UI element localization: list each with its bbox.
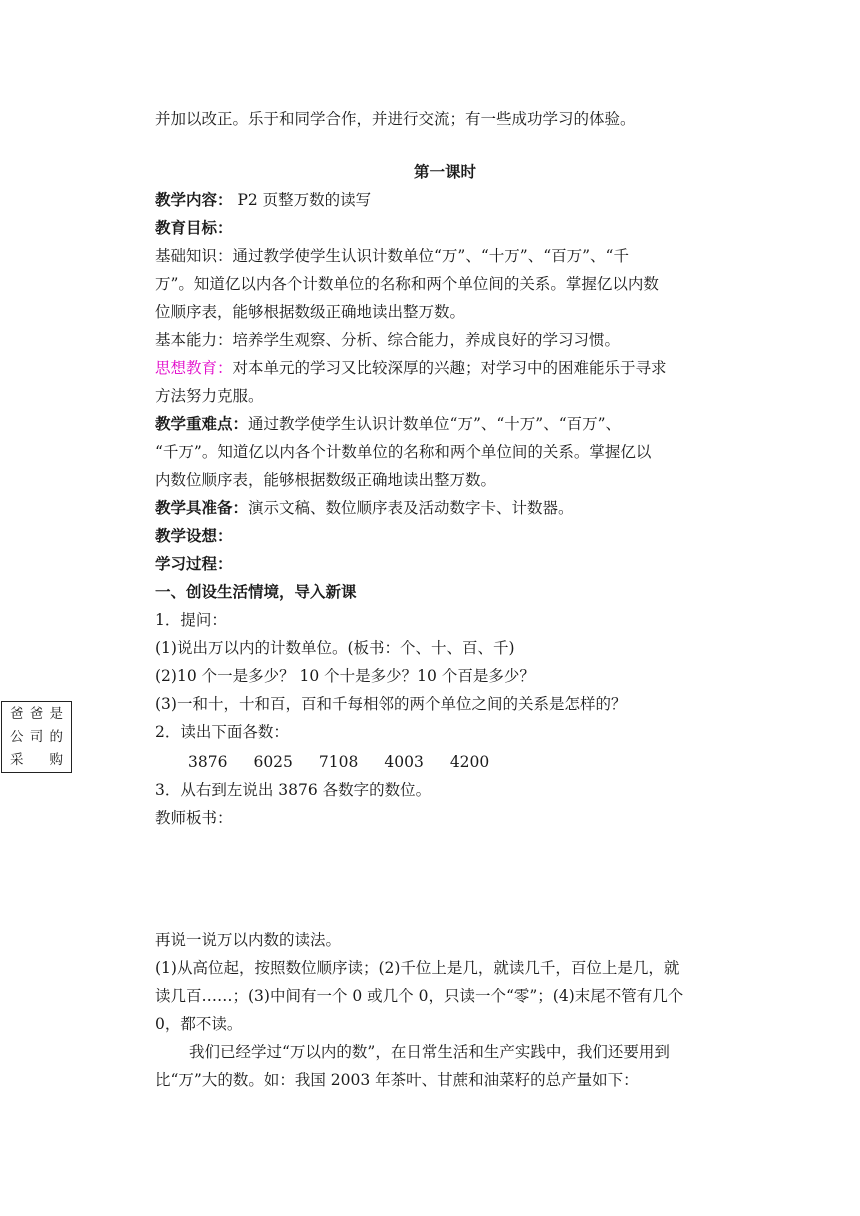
question-1: (1)说出万以内的计数单位。(板书：个、十、百、千) — [155, 639, 515, 657]
key-points-line-3: 内数位顺序表，能够根据数级正确地读出整万数。 — [155, 471, 497, 489]
side-box-line: 采 购 — [10, 752, 63, 768]
moral-line-2: 方法努力克服。 — [155, 387, 264, 405]
number-item: 4003 — [384, 753, 424, 771]
key-points-line-2: “千万”。知道亿以内各个计数单位的名称和两个单位间的关系。掌握亿以 — [155, 443, 652, 461]
number-item: 4200 — [449, 753, 490, 771]
lesson-title: 第一课时 — [413, 162, 476, 181]
numbers-row — [188, 748, 768, 776]
basic-ability-line: 基本能力：培养学生观察、分析、综合能力，养成良好的学习习惯。 — [155, 331, 621, 349]
intro-line: 并加以改正。乐于和同学合作，并进行交流；有一些成功学习的体验。 — [155, 110, 636, 128]
step3-line: 3．从右到左说出 3876 各数字的数位。 — [155, 781, 432, 799]
basic-knowledge-line-3: 位顺序表，能够根据数级正确地读出整万数。 — [155, 303, 466, 321]
design-label: 教学设想： — [155, 526, 233, 545]
moral-text-1: 对本单元的学习又比较深厚的兴趣；对学习中的困难能乐于寻求 — [232, 359, 667, 377]
key-points-line-1 — [155, 410, 735, 438]
reading-intro: 再说一说万以内数的读法。 — [155, 931, 342, 949]
key-points-text-1: 通过教学使学生认识计数单位“万”、“十万”、“百万”、 — [248, 415, 622, 433]
reading-rule-line-1: (1)从高位起，按照数位顺序读；(2)千位上是几，就读几千，百位上是几，就 — [155, 959, 680, 977]
section1-title: 一、创设生活情境，导入新课 — [155, 582, 357, 601]
number-item: 3876 — [188, 753, 228, 771]
number-item: 6025 — [253, 753, 293, 771]
moral-label: 思想教育： — [155, 359, 233, 377]
content-line — [155, 186, 735, 214]
reading-rule-line-3: 0，都不读。 — [155, 1015, 243, 1033]
side-box-line: 公司的 — [10, 729, 63, 745]
paragraph-line-1: 我们已经学过“万以内的数”，在日常生活和生产实践中，我们还要用到 — [189, 1043, 670, 1061]
side-box-line: 爸爸是 — [10, 706, 63, 722]
goals-label: 教育目标： — [155, 218, 233, 237]
reading-rule-line-2: 读几百……；(3)中间有一个 0 或几个 0，只读一个“零”；(4)末尾不管有几个 — [155, 987, 684, 1005]
moral-line-1 — [155, 354, 735, 382]
process-label: 学习过程： — [155, 554, 233, 573]
materials-label: 教学具准备： — [155, 498, 249, 517]
step2-line: 2．读出下面各数： — [155, 723, 289, 741]
content-text: P2 页整万数的读写 — [232, 191, 372, 209]
board-label: 教师板书： — [155, 809, 233, 827]
paragraph-line-2: 比“万”大的数。如：我国 2003 年茶叶、甘蔗和油菜籽的总产量如下： — [155, 1071, 639, 1089]
side-text-box — [1, 701, 72, 773]
basic-knowledge-line-2: 万”。知道亿以内各个计数单位的名称和两个单位间的关系。掌握亿以内数 — [155, 275, 659, 293]
number-item: 7108 — [318, 753, 359, 771]
question-3: (3)一和十，十和百，百和千每相邻的两个单位之间的关系是怎样的？ — [155, 695, 627, 713]
materials-line — [155, 494, 735, 522]
question-2: (2)10 个一是多少？ 10 个十是多少？10 个百是多少？ — [155, 667, 535, 685]
content-label: 教学内容： — [155, 190, 233, 209]
key-points-label: 教学重难点： — [155, 414, 249, 433]
step1-line: 1．提问： — [155, 611, 227, 629]
materials-text: 演示文稿、数位顺序表及活动数字卡、计数器。 — [248, 499, 574, 517]
basic-knowledge-line-1: 基础知识：通过教学使学生认识计数单位“万”、“十万”、“百万”、“千 — [155, 247, 629, 265]
